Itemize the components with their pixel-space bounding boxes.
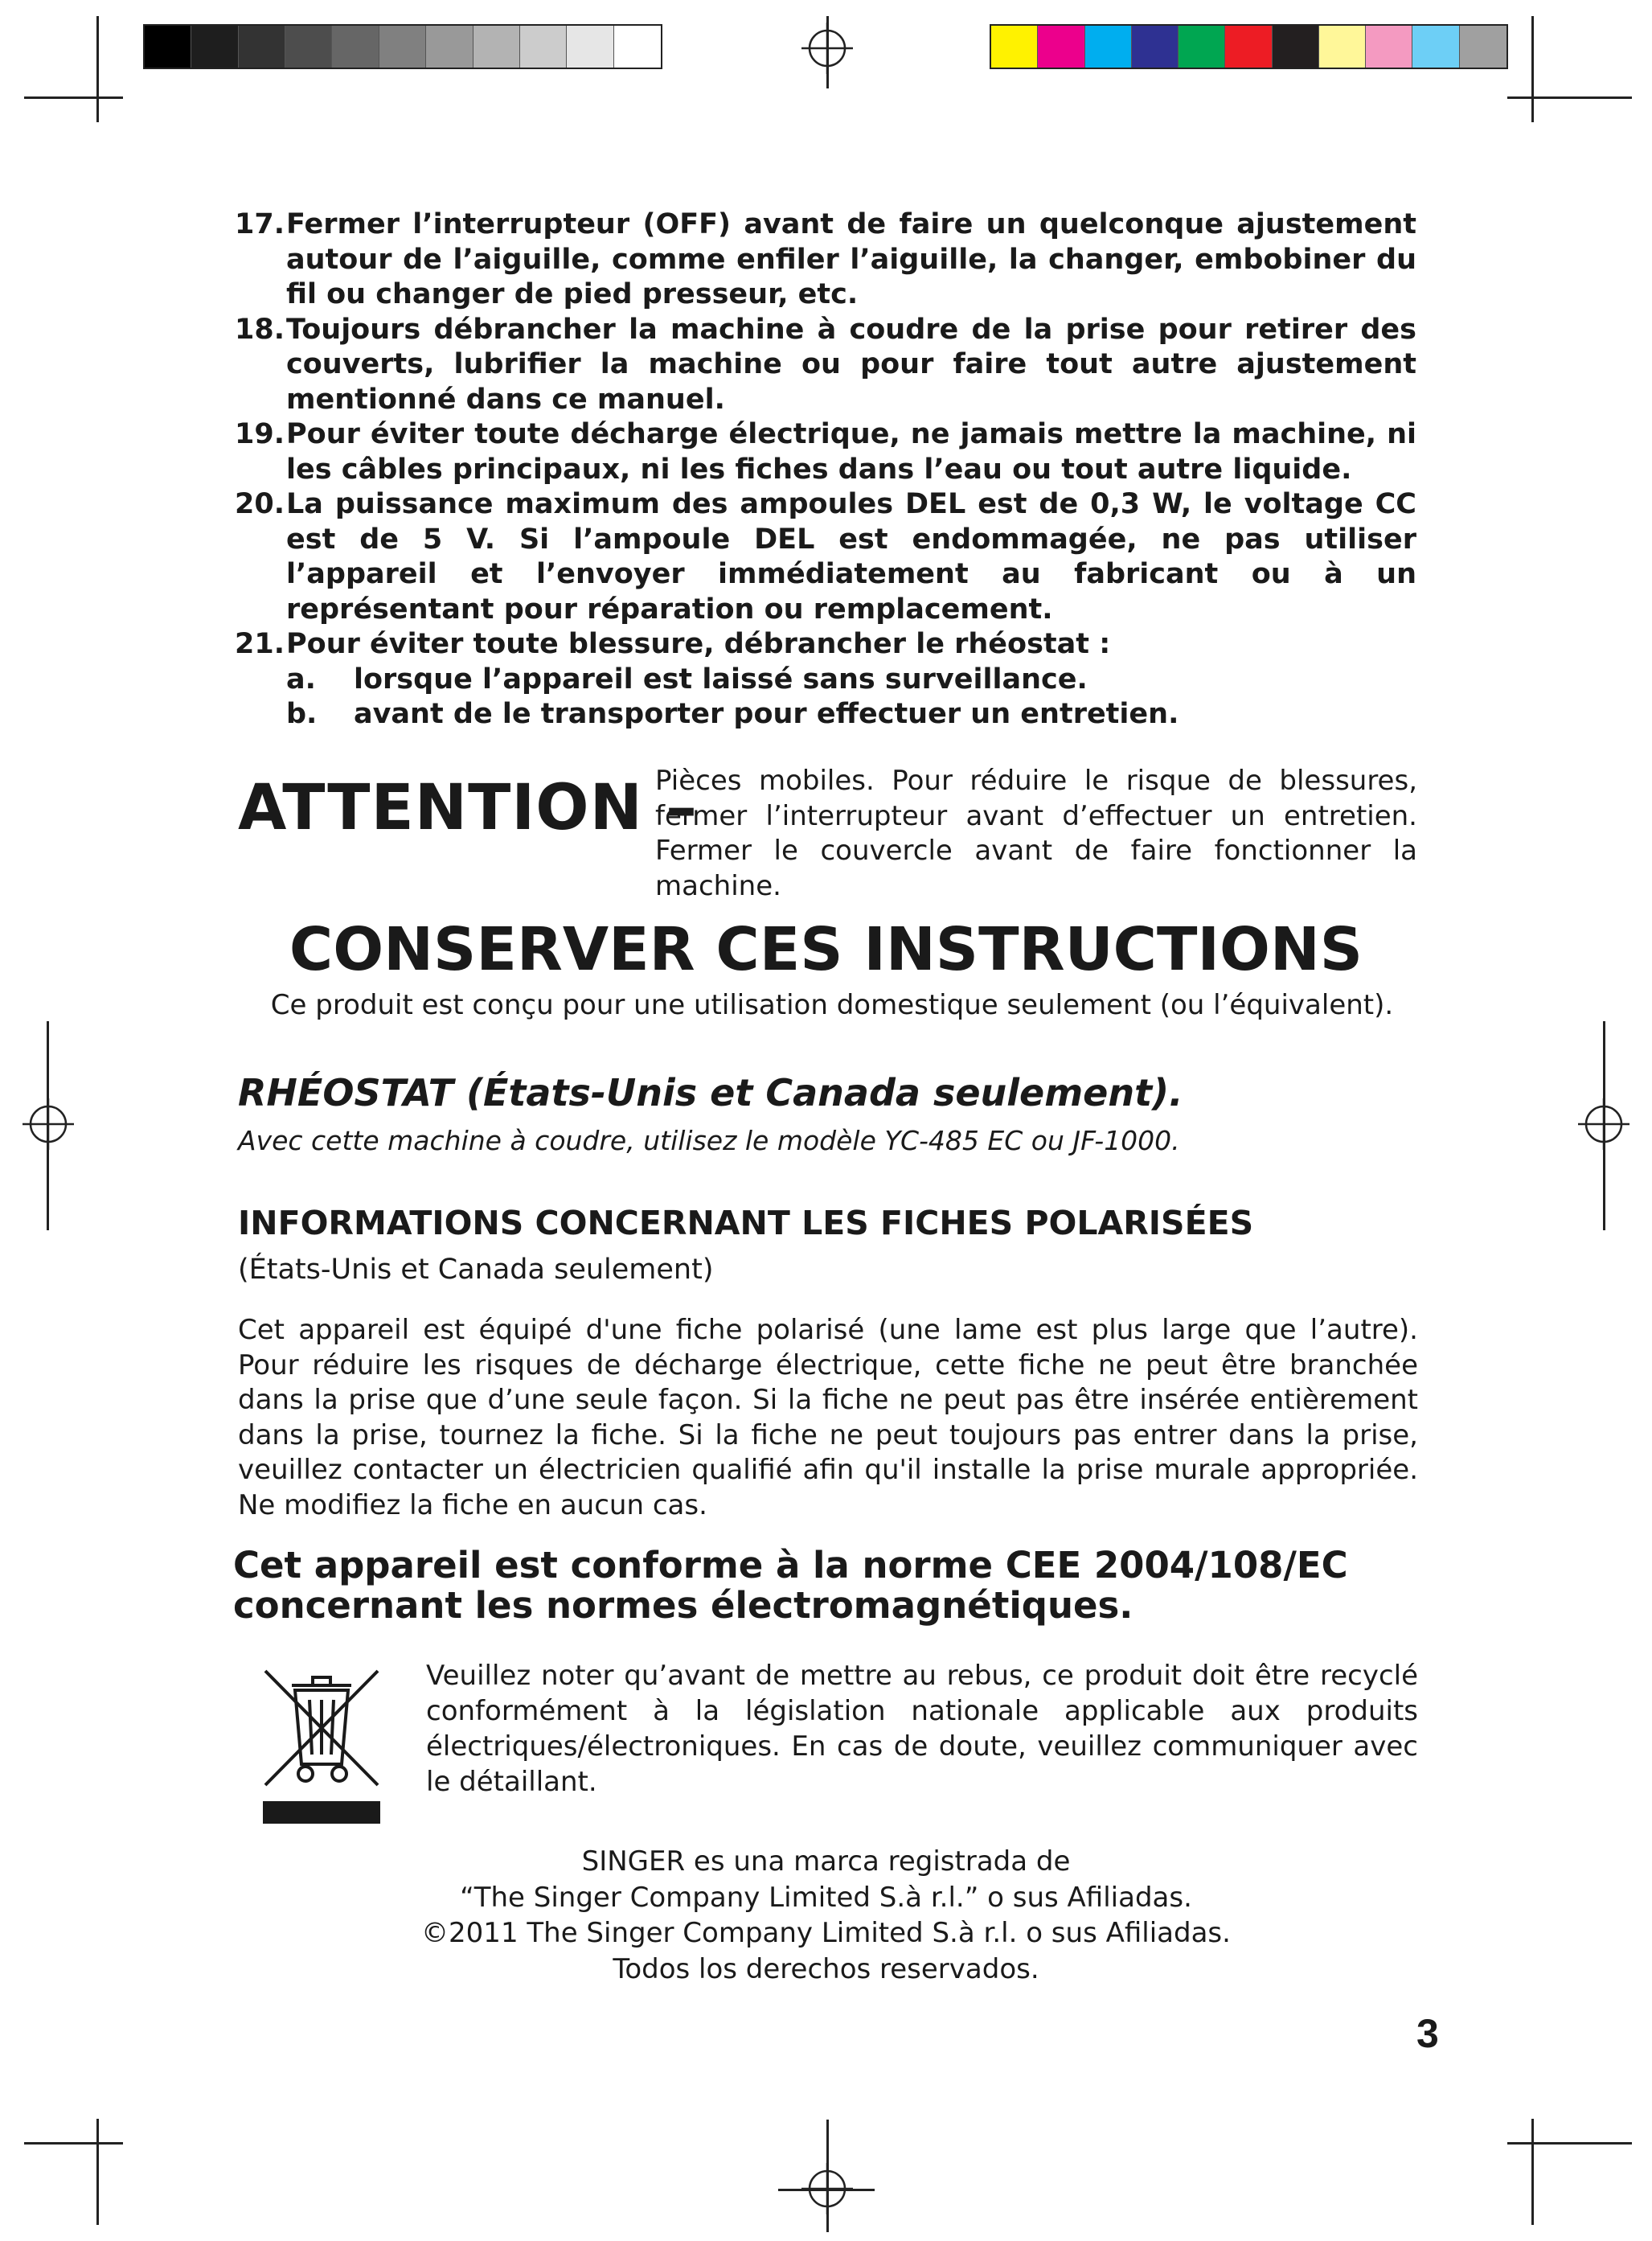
- conserve-instructions-heading: CONSERVER CES INSTRUCTIONS: [289, 915, 1363, 984]
- color-swatch: [1412, 26, 1459, 68]
- color-swatch: [332, 26, 379, 68]
- polarized-plug-text: Cet appareil est équipé d'une fiche polarisé (une lame est plus large que l’autre). Pour réduire les risques de décharge électrique, cette fiche ne peut être branchée dans la prise que d’une seule façon. Si la fiche ne peut pas être insérée entièrement dans la prise, tournez la fiche. Si la fiche ne peut toujours pas entrer dans la prise, veuillez contacter un électricien qualifié afin qu'il installe la prise murale appropriée. Ne modifiez la fiche en aucun cas.: [238, 1314, 1418, 1521]
- list-item: 20. La puissance maximum des ampoules DEL est de 0,3 W, le voltage CC est de 5 V. Si l’ampoule DEL est endommagée, ne pas utiliser l’appareil et l’envoyer immédiatement au fabricant ou à un représentant pour réparation ou remplacement.: [235, 488, 1416, 626]
- color-swatch: [1366, 26, 1412, 68]
- color-swatch: [1179, 26, 1225, 68]
- color-swatch: [1319, 26, 1366, 68]
- color-swatch: [473, 26, 520, 68]
- registration-line-bottom-h: [778, 2189, 875, 2191]
- color-swatch: [239, 26, 285, 68]
- color-swatch: [145, 26, 191, 68]
- recycling-notice: Veuillez noter qu’avant de mettre au rebus, ce produit doit être recyclé conformément à la législation nationale applicable aux produits électriques/électroniques. En cas de doute, veuillez communiquer avec le détaillant.: [426, 1660, 1418, 1798]
- color-swatch: [1038, 26, 1084, 68]
- process-color-bar: [990, 24, 1508, 69]
- color-swatch: [567, 26, 613, 68]
- list-item: 21. Pour éviter toute blessure, débrancher le rhéostat :: [235, 628, 1111, 660]
- list-item: 19. Pour éviter toute décharge électrique, ne jamais mettre la machine, ni les câbles principaux, ni les fiches dans l’eau ou tout autre liquide.: [235, 418, 1416, 486]
- registration-line-left: [47, 1021, 49, 1230]
- polarized-plug-region: (États-Unis et Canada seulement): [238, 1254, 714, 1286]
- color-swatch: [1273, 26, 1319, 68]
- safety-instructions-list: [235, 207, 1416, 733]
- color-swatch: [1085, 26, 1132, 68]
- registration-line-right: [1603, 1021, 1605, 1230]
- color-swatch: [191, 26, 238, 68]
- registration-line-bottom: [826, 2120, 829, 2232]
- rheostat-model-note: Avec cette machine à coudre, utilisez le modèle YC-485 EC ou JF-1000.: [238, 1125, 1180, 1156]
- domestic-use-note: Ce produit est conçu pour une utilisation domestique seulement (ou l’équivalent).: [270, 989, 1394, 1021]
- list-item: 17. Fermer l’interrupteur (OFF) avant de faire un quelconque ajustement autour de l’aiguille, comme enfiler l’aiguille, la changer, embobiner du fil ou changer de pied presseur, etc.: [235, 208, 1416, 310]
- registration-line-top: [826, 16, 829, 88]
- color-swatch: [1460, 26, 1506, 68]
- trademark-footer: SINGER es una marca registrada de “The Singer Company Limited S.à r.l.” o sus Afiliadas. ©2011 The Singer Company Limited S.à r.l. o sus Afiliadas. Todos los derechos reservados.: [421, 1845, 1231, 1985]
- polarized-plug-title: INFORMATIONS CONCERNANT LES FICHES POLARISÉES: [238, 1204, 1254, 1242]
- color-swatch: [285, 26, 332, 68]
- color-swatch: [991, 26, 1038, 68]
- color-swatch: [520, 26, 567, 68]
- crossed-out-wheelie-bin-icon: [261, 1664, 382, 1825]
- list-item: 18. Toujours débrancher la machine à coudre de la prise pour retirer des couverts, lubrifier la machine ou pour faire tout autre ajustement mentionné dans ce manuel.: [235, 313, 1416, 416]
- color-swatch: [614, 26, 661, 68]
- color-swatch: [426, 26, 473, 68]
- attention-heading: ATTENTION –: [238, 772, 699, 844]
- color-swatch: [1132, 26, 1179, 68]
- grayscale-color-bar: [143, 24, 662, 69]
- cee-compliance-statement: Cet appareil est conforme à la norme CEE 2004/108/EC concernant les normes électromagnétiques.: [233, 1544, 1348, 1627]
- page-number: 3: [1416, 2011, 1439, 2056]
- color-swatch: [1225, 26, 1272, 68]
- sub-list-item: a. lorsque l’appareil est laissé sans surveillance.: [286, 663, 1088, 696]
- color-swatch: [379, 26, 426, 68]
- attention-text: Pièces mobiles. Pour réduire le risque de blessures, fermer l’interrupteur avant d’effectuer un entretien. Fermer le couvercle avant de faire fonctionner la machine.: [655, 765, 1417, 902]
- rheostat-title: RHÉOSTAT (États-Unis et Canada seulement).: [238, 1071, 1183, 1114]
- sub-list-item: b. avant de le transporter pour effectuer un entretien.: [286, 698, 1179, 730]
